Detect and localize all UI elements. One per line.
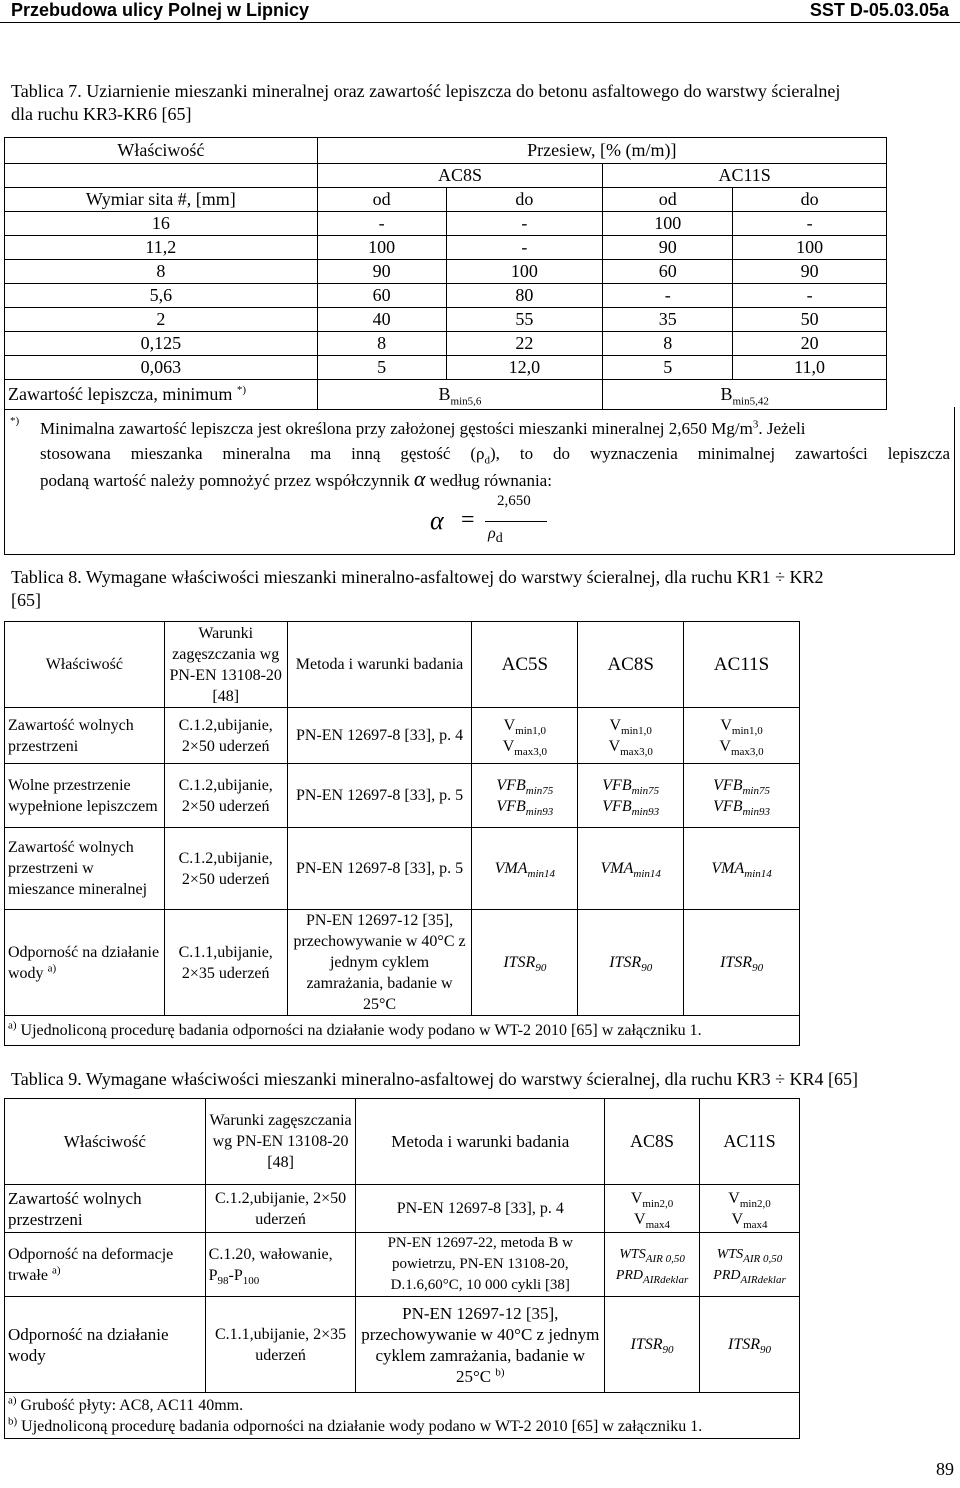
t7-note-text: Minimalna zawartość lepiszcza jest określona przy założonej gęstości mieszanki mineralnej 2,650 $Mg/m^3$. Jeżeli stosowana mieszanka mineralna ma inną gęstość $(\rho_d)$, to do wyznaczenia minimalnej zawartości lepiszcza podaną wartość należy pomnożyć przez współczynnik α według równania:: [40, 418, 951, 491]
table7: Właściwość Przesiew, [% (m/m)] AC8S AC11S Wymiar sita #, [mm] od do od do 16 - - 100 - 11,2 100 - 90 100 8 90 100 60 90 5,6 60 80 - - 2 40 55 35 50 0,125 8 22 8 20 0,063 5 12,0 5 11,0 Zawartość lepiszcza, minimum *) $B_{min5,6}$ $B_{min5,42}$: [4, 137, 887, 410]
table-row: Wolne przestrzenie wypełnione lepiszczem C.1.2,ubijanie, 2×50 uderzeń PN-EN 12697-8 [33], p. 5 $VFB_{min75}$ $VFB_{min93}$ $VFB_{min75}$ $VFB_{min93}$ $VFB_{min75}$ $VFB_{min93}$: [5, 764, 800, 828]
page-number: 89: [936, 1459, 954, 1479]
table-row: Odporność na deformacje trwałe $^{a)}$ C.1.20, wałowanie, $P_{98}-P_{100}$ PN-EN 12697-22, metoda B w powietrzu, PN-EN 13108-20, D.1.6,60°C, 10 000 cykli [38] $WTS_{AIR 0,50}$ $PRD_{AIRdeklar}$ $WTS_{AIR 0,50}$ $PRD_{AIRdeklar}$: [5, 1233, 800, 1297]
table-row: Odporność na działanie wody C.1.1,ubijanie, 2×35 uderzeń PN-EN 12697-12 [35], przechowywanie w 40°C z jednym cyklem zamrażania, badanie w 25°C $^{b)}$ $ITSR_{90}$ $ITSR_{90}$: [5, 1297, 800, 1393]
table8: Właściwość Warunki zagęszczania wg PN-EN 13108-20 [48] Metoda i warunki badania AC5S AC8S AC11S Zawartość wolnych przestrzeni C.1.2,ubijanie, 2×50 uderzeń PN-EN 12697-8 [33], p. 4 $V_{min1,0}$ $V_{max3,0}$ $V_{min1,0}$ $V_{max3,0}$ $V_{min1,0}$ $V_{max3,0}$ Wolne przestrzenie wypełnione lepiszczem C.1.2,ubijanie, 2×50 uderzeń PN-EN 12697-8 [33], p. 5 $VFB_{min75}$ $VFB_{min93}$ $VFB_{min75}$ $VFB_{min93}$ $VFB_{min75}$ $VFB_{min93}$ Zawartość wolnych przestrzeni w mieszance mineralnej C.1.2,ubijanie, 2×50 uderzeń PN-EN 12697-8 [33], p. 5 $VMA_{min14}$ $VMA_{min14}$ $VMA_{min14}$ Odporność na działanie wody $^{a)}$ C.1.1,ubijanie, 2×35 uderzeń PN-EN 12697-12 [35], przechowywanie w 40°C z jednym cyklem zamrażania, badanie w 25°C $ITSR_{90}$ $ITSR_{90}$ $ITSR_{90}$ $^{a)}$ Ujednoliconą procedurę badania odporności na działanie wody podano w WT-2 2010 [65] w załączniku 1.: [4, 621, 800, 1046]
table-row: 5,6 60 80 - -: [5, 284, 887, 308]
table-row: 2 40 55 35 50: [5, 308, 887, 332]
table-row: 0,063 5 12,0 5 11,0: [5, 356, 887, 380]
t9-footnotes: $^{a)}$ Grubość płyty: AC8, AC11 40mm. $^{b)}$ Ujednoliconą procedurę badania odporności na działanie wody podano w WT-2 2010 [65] w załączniku 1.: [5, 1393, 800, 1439]
table-row: Zawartość lepiszcza, minimum *) $B_{min5,6}$ $B_{min5,42}$: [5, 380, 887, 410]
t7-group-ac11s: AC11S: [603, 164, 887, 188]
header-spec-code: SST D-05.03.05a: [809, 0, 949, 20]
t8-footnote: $^{a)}$ Ujednoliconą procedurę badania odporności na działanie wody podano w WT-2 2010 [65] w załączniku 1.: [5, 1016, 800, 1046]
header-title: Przebudowa ulicy Polnej w Lipnicy: [11, 0, 310, 20]
table9-caption: Tablica 9. Wymagane właściwości mieszanki mineralno-asfaltowej do warstwy ścieralnej, dla ruchu KR3 ÷ KR4 [65]: [11, 1069, 858, 1089]
t7-binder-label: Zawartość lepiszcza, minimum: [8, 384, 233, 404]
t7-h-prop: Właściwość: [5, 138, 318, 164]
table7-caption: Tablica 7. Uziarnienie mieszanki mineralnej oraz zawartość lepiszcza do betonu asfaltowego do warstwy ścieralnej dla ruchu KR3-KR6 [65]: [11, 81, 841, 124]
table-row: 11,2 100 - 90 100: [5, 236, 887, 260]
t7-group-ac8s: AC8S: [317, 164, 603, 188]
table-row: 0,125 8 22 8 20: [5, 332, 887, 356]
table-row: 16 - - 100 -: [5, 212, 887, 236]
t7-h-size: Wymiar sita #, [mm]: [5, 188, 318, 212]
table-row: Zawartość wolnych przestrzeni C.1.2,ubijanie, 2×50 uderzeń PN-EN 12697-8 [33], p. 4 $V_{min2,0}$ $V_{max4}$ $V_{min2,0}$ $V_{max4}$: [5, 1185, 800, 1233]
table9: Właściwość Warunki zagęszczania wg PN-EN 13108-20 [48] Metoda i warunki badania AC8S AC11S Zawartość wolnych przestrzeni C.1.2,ubijanie, 2×50 uderzeń PN-EN 12697-8 [33], p. 4 $V_{min2,0}$ $V_{max4}$ $V_{min2,0}$ $V_{max4}$ Odporność na deformacje trwałe $^{a)}$ C.1.20, wałowanie, $P_{98}-P_{100}$ PN-EN 12697-22, metoda B w powietrzu, PN-EN 13108-20, D.1.6,60°C, 10 000 cykli [38] $WTS_{AIR 0,50}$ $PRD_{AIRdeklar}$ $WTS_{AIR 0,50}$ $PRD_{AIRdeklar}$ Odporność na działanie wody C.1.1,ubijanie, 2×35 uderzeń PN-EN 12697-12 [35], przechowywanie w 40°C z jednym cyklem zamrażania, badanie w 25°C $^{b)}$ $ITSR_{90}$ $ITSR_{90}$ $^{a)}$ Grubość płyty: AC8, AC11 40mm. $^{b)}$ Ujednoliconą procedurę badania odporności na działanie wody podano w WT-2 2010 [65] w załączniku 1.: [4, 1098, 800, 1439]
table-row: Odporność na działanie wody $^{a)}$ C.1.1,ubijanie, 2×35 uderzeń PN-EN 12697-12 [35], przechowywanie w 40°C z jednym cyklem zamrażania, badanie w 25°C $ITSR_{90}$ $ITSR_{90}$ $ITSR_{90}$: [5, 910, 800, 1016]
t7-h-sieve: Przesiew, [% (m/m)]: [317, 138, 886, 164]
page-header: [0, 0, 960, 23]
table8-caption: Tablica 8. Wymagane właściwości mieszanki mineralno-asfaltowej do warstwy ścieralnej, dla ruchu KR1 ÷ KR2 [65]: [11, 567, 824, 610]
table-row: Zawartość wolnych przestrzeni C.1.2,ubijanie, 2×50 uderzeń PN-EN 12697-8 [33], p. 4 $V_{min1,0}$ $V_{max3,0}$ $V_{min1,0}$ $V_{max3,0}$ $V_{min1,0}$ $V_{max3,0}$: [5, 708, 800, 764]
t7-note-box: *) Minimalna zawartość lepiszcza jest określona przy założonej gęstości mieszanki mineralnej 2,650 $Mg/m^3$. Jeżeli stosowana mieszanka mineralna ma inną gęstość $(\rho_d)$, to do wyznaczenia minimalnej zawartości lepiszcza podaną wartość należy pomnożyć przez współczynnik α według równania: α = 2,650 $\rho_d$: [4, 407, 955, 555]
table-row: Zawartość wolnych przestrzeni w mieszance mineralnej C.1.2,ubijanie, 2×50 uderzeń PN-EN 12697-8 [33], p. 5 $VMA_{min14}$ $VMA_{min14}$ $VMA_{min14}$: [5, 828, 800, 910]
alpha-formula: α = 2,650 $\rho_d$: [425, 491, 545, 551]
table-row: 8 90 100 60 90: [5, 260, 887, 284]
